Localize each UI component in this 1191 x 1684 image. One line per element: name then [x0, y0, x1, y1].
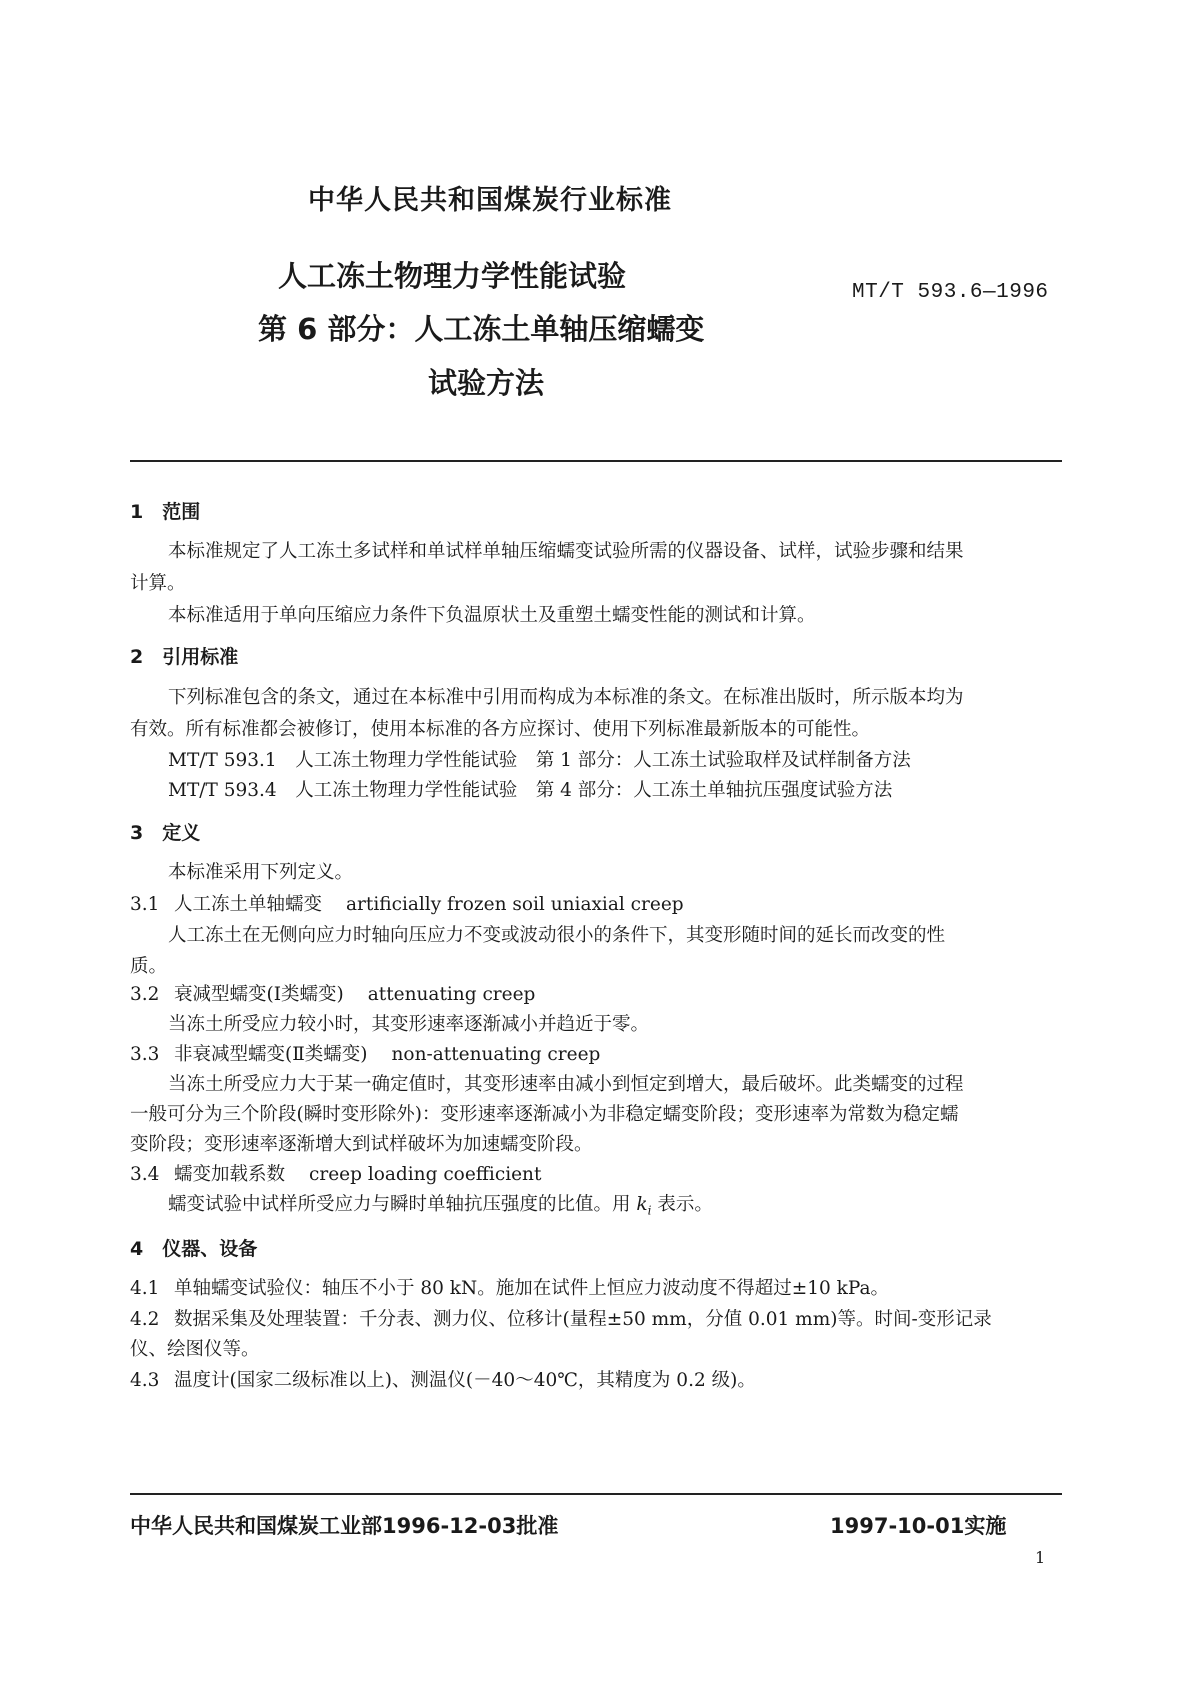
- term-en: non-attenuating creep: [391, 1044, 601, 1065]
- term-zh: 人工冻土单轴蠕变: [174, 894, 323, 915]
- page-number: 1: [1035, 1548, 1046, 1567]
- title-line-3: 试验方法: [428, 366, 545, 400]
- term-zh: 蠕变加载系数: [174, 1164, 286, 1185]
- item-4-2-line-1: [130, 1305, 992, 1331]
- symbol-k: k: [636, 1194, 648, 1215]
- title-line-1: 人工冻土物理力学性能试验: [278, 259, 627, 293]
- definition-3-3-body-line-1: 当冻土所受应力大于某一确定值时，其变形速率由减小到恒定到增大，最后破坏。此类蠕变的过程: [168, 1074, 964, 1095]
- body-text: 蠕变试验中试样所受应力与瞬时单轴抗压强度的比值。用: [168, 1194, 637, 1215]
- effective-date: 1997-10-01实施: [830, 1514, 1007, 1538]
- header-divider: [130, 460, 1062, 462]
- approval-date: 中华人民共和国煤炭工业部1996-12-03批准: [130, 1514, 559, 1538]
- title-line-2: 第 6 部分：人工冻土单轴压缩蠕变: [258, 312, 705, 346]
- definition-3-3-body-line-2: 一般可分为三个阶段(瞬时变形除外)：变形速率逐渐减小为非稳定蠕变阶段；变形速率为常数为稳定蠕: [130, 1104, 959, 1125]
- definition-3-1-heading: [130, 890, 684, 916]
- body-text: 表示。: [651, 1194, 713, 1215]
- clause-number: 3.3: [130, 1044, 160, 1065]
- section-2-para-line-2: 有效。所有标准都会被修订，使用本标准的各方应探讨、使用下列标准最新版本的可能性。: [130, 719, 871, 740]
- item-text: 数据采集及处理装置：千分表、测力仪、位移计(量程±50 mm，分值 0.01 mm)等。时间-变形记录: [174, 1309, 992, 1330]
- section-3-intro: 本标准采用下列定义。: [168, 862, 354, 883]
- clause-number: 4.3: [130, 1370, 160, 1391]
- item-4-2-line-2: 仪、绘图仪等。: [130, 1339, 260, 1360]
- section-2-para-line-1: 下列标准包含的条文，通过在本标准中引用而构成为本标准的条文。在标准出版时，所示版本均为: [168, 687, 964, 708]
- item-text: 温度计(国家二级标准以上)、测温仪(－40～40℃，其精度为 0.2 级)。: [174, 1370, 756, 1391]
- standard-number: MT/T 593.6—1996: [852, 281, 1049, 304]
- section-1-para-2: 本标准适用于单向压缩应力条件下负温原状土及重塑土蠕变性能的测试和计算。: [168, 605, 816, 626]
- footer-divider: [130, 1493, 1062, 1495]
- reference-standard-1: MT/T 593.1 人工冻土物理力学性能试验 第 1 部分：人工冻土试验取样及试样制备方法: [168, 750, 911, 771]
- section-2-heading: 2 引用标准: [130, 646, 239, 668]
- term-zh: 非衰减型蠕变(Ⅱ类蠕变): [174, 1044, 368, 1065]
- issuing-organization: 中华人民共和国煤炭行业标准: [308, 185, 672, 216]
- definition-3-3-heading: [130, 1040, 600, 1066]
- term-en: artificially frozen soil uniaxial creep: [346, 894, 684, 915]
- section-4-heading: 4 仪器、设备: [130, 1238, 258, 1260]
- section-1-heading: 1 范围: [130, 501, 201, 523]
- definition-3-1-body-line-1: 人工冻土在无侧向应力时轴向压应力不变或波动很小的条件下，其变形随时间的延长而改变的性: [168, 925, 946, 946]
- clause-number: 3.2: [130, 984, 160, 1005]
- definition-3-2-body: 当冻土所受应力较小时，其变形速率逐渐减小并趋近于零。: [168, 1014, 650, 1035]
- section-3-heading: 3 定义: [130, 822, 201, 844]
- definition-3-4-body: [168, 1190, 713, 1218]
- term-zh: 衰减型蠕变(Ⅰ类蠕变): [174, 984, 344, 1005]
- clause-number: 3.1: [130, 894, 160, 915]
- symbol-subscript: i: [647, 1203, 652, 1218]
- section-1-para-1-line-2: 计算。: [130, 573, 186, 594]
- reference-standard-2: MT/T 593.4 人工冻土物理力学性能试验 第 4 部分：人工冻土单轴抗压强度试验方法: [168, 780, 893, 801]
- definition-3-2-heading: [130, 980, 535, 1006]
- definition-3-4-heading: [130, 1160, 541, 1186]
- item-text: 单轴蠕变试验仪：轴压不小于 80 kN。施加在试件上恒应力波动度不得超过±10 kPa。: [174, 1278, 889, 1299]
- section-1-para-1-line-1: 本标准规定了人工冻土多试样和单试样单轴压缩蠕变试验所需的仪器设备、试样，试验步骤和结果: [168, 541, 964, 562]
- term-en: creep loading coefficient: [309, 1164, 542, 1185]
- clause-number: 3.4: [130, 1164, 160, 1185]
- item-4-3: [130, 1366, 756, 1392]
- clause-number: 4.2: [130, 1309, 160, 1330]
- term-en: attenuating creep: [367, 984, 536, 1005]
- definition-3-1-body-line-2: 质。: [130, 956, 168, 977]
- definition-3-3-body-line-3: 变阶段；变形速率逐渐增大到试样破坏为加速蠕变阶段。: [130, 1134, 593, 1155]
- clause-number: 4.1: [130, 1278, 160, 1299]
- item-4-1: [130, 1274, 889, 1300]
